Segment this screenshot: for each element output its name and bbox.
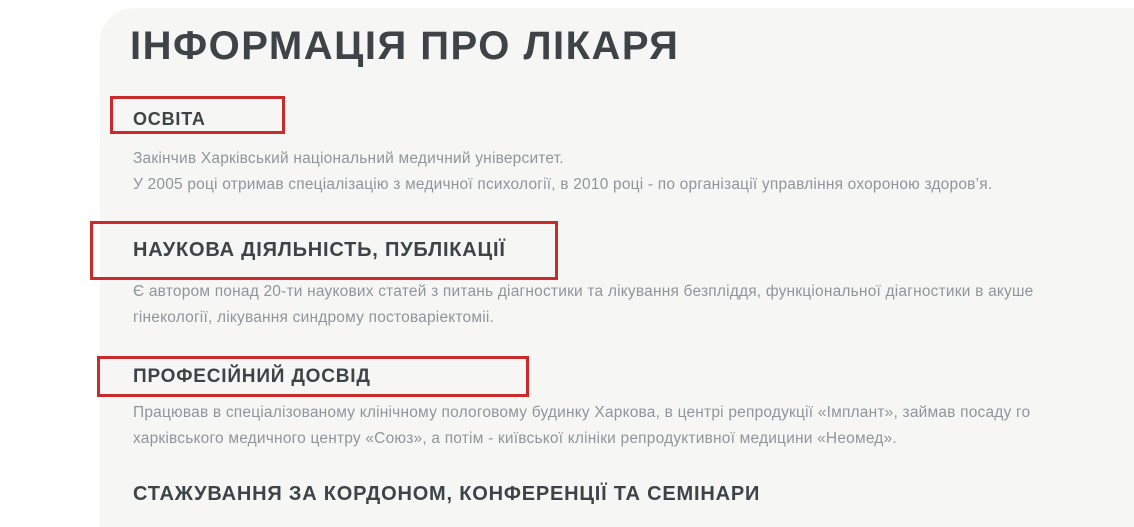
experience-line-2: харківського медичного центру «Союз», а потім - київської клініки репродуктивної медицини «Неомед». bbox=[133, 430, 897, 447]
experience-line-1: Працював в спеціалізованому клінічному пологовому будинку Харкова, в центрі репродукції «Імплант», займав посаду го bbox=[133, 404, 1031, 421]
science-line-2: гінекології, лікування синдрому постоваріектоміі. bbox=[133, 309, 495, 326]
education-line-2: У 2005 році отримав спеціалізацію з медичної психології, в 2010 році - по організації управління охороною здоров’я. bbox=[133, 176, 993, 193]
page-title: ІНФОРМАЦІЯ ПРО ЛІКАРЯ bbox=[130, 24, 680, 68]
science-paragraph bbox=[133, 279, 1033, 331]
section-heading-internships-conferences[interactable]: СТАЖУВАННЯ ЗА КОРДОНОМ, КОНФЕРЕНЦІЇ ТА СЕМІНАРИ bbox=[133, 483, 761, 505]
section-heading-science-publications[interactable]: НАУКОВА ДІЯЛЬНІСТЬ, ПУБЛІКАЦІЇ bbox=[133, 239, 506, 261]
experience-paragraph bbox=[133, 400, 1030, 452]
education-paragraph bbox=[133, 146, 992, 198]
section-heading-education[interactable]: ОСВІТА bbox=[133, 109, 206, 129]
science-line-1: Є автором понад 20-ти наукових статей з питань діагностики та лікування безпліддя, функціональної діагностики в акуше bbox=[133, 283, 1034, 300]
education-line-1: Закінчив Харківський національний медичний університет. bbox=[133, 150, 564, 167]
section-heading-professional-experience[interactable]: ПРОФЕСІЙНИЙ ДОСВІД bbox=[133, 366, 371, 387]
